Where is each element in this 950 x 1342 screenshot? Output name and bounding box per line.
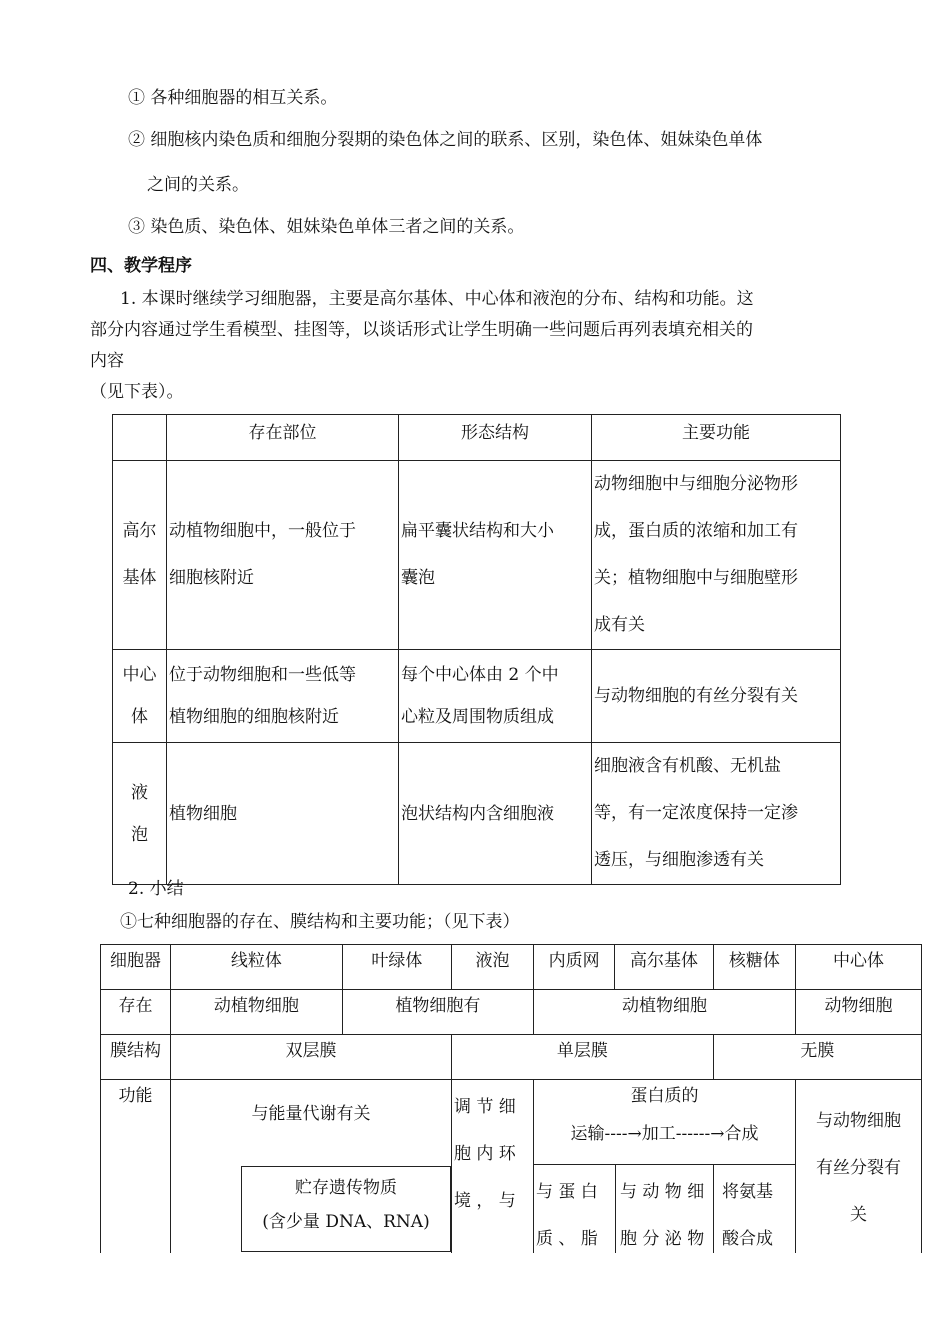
summary-header-row [101, 945, 922, 990]
row-name-cell: 中心 体 [113, 650, 167, 743]
exist-animal: 动物细胞 [796, 990, 922, 1035]
protein-title: 蛋白质的 [630, 1086, 699, 1106]
exist-mitochondria: 动植物细胞 [171, 990, 343, 1035]
row-structure-cell: 泡状结构内含细胞液 [399, 743, 592, 885]
header-golgi: 高尔基体 [615, 945, 713, 990]
header-ribosome: 核糖体 [713, 945, 795, 990]
function-golgi: 与 动 物 细 胞 分 泌 物 [615, 1165, 713, 1253]
section-paragraph-line-3: 内容 [90, 351, 124, 371]
header-cell-function: 主要功能 [592, 415, 841, 461]
function-vacuole: 调 节 细 胞 内 环 境 ， 与 [452, 1080, 534, 1254]
arrow-icon: ------→ [675, 1124, 725, 1144]
intro-item-3: ③ 染色质、染色体、姐妹染色单体三者之间的关系。 [128, 217, 525, 237]
function-genetic-box: 贮存遗传物质 (含少量 DNA、RNA) [241, 1166, 451, 1252]
exist-both: 动植物细胞 [534, 990, 796, 1035]
header-er: 内质网 [534, 945, 615, 990]
membrane-row [101, 1035, 922, 1080]
intro-item-1: ① 各种细胞器的相互关系。 [128, 88, 338, 108]
header-vacuole: 液泡 [452, 945, 534, 990]
membrane-none: 无膜 [713, 1035, 921, 1080]
row-name-cell: 液 泡 [113, 743, 167, 885]
intro-item-2-line-2: 之间的关系。 [147, 175, 249, 195]
row-structure-cell: 每个中心体由 2 个中 心粒及周围物质组成 [399, 650, 592, 743]
function-protein-flow [534, 1080, 795, 1164]
row-location-cell: 动植物细胞中，一般位于 细胞核附近 [167, 461, 399, 650]
header-centrosome: 中心体 [796, 945, 922, 990]
row-function-cell: 与动物细胞的有丝分裂有关 [592, 650, 841, 743]
function-ribosome: 将氨基 酸合成 [713, 1165, 795, 1253]
membrane-single: 单层膜 [452, 1035, 714, 1080]
table-row [113, 461, 841, 650]
header-cell-location: 存在部位 [167, 415, 399, 461]
organelle-table [112, 414, 841, 885]
row-name-cell: 高尔 基体 [113, 461, 167, 650]
function-protein-subcells [534, 1164, 795, 1253]
section-paragraph-line-4: （见下表）。 [90, 382, 184, 402]
function-row [101, 1080, 922, 1254]
header-organelle: 细胞器 [101, 945, 171, 990]
section-paragraph-line-1: 1. 本课时继续学习细胞器，主要是高尔基体、中心体和液泡的分布、结构和功能。这 [120, 289, 754, 309]
header-chloroplast: 叶绿体 [342, 945, 451, 990]
section-paragraph-line-2: 部分内容通过学生看模型、挂图等，以谈话形式让学生明确一些问题后再列表填充相关的 [90, 320, 753, 340]
table-row [113, 650, 841, 743]
row-function-cell: 动物细胞中与细胞分泌物形 成，蛋白质的浓缩和加工有 关；植物细胞中与细胞壁形 成有关 [592, 461, 841, 650]
exist-plant: 植物细胞有 [342, 990, 533, 1035]
section-heading: 四、教学程序 [90, 256, 192, 276]
function-protein-cell [534, 1080, 796, 1254]
protein-flow-line: 运输----→加工------→合成 [570, 1124, 759, 1144]
row-function-cell: 细胞液含有机酸、无机盐 等，有一定浓度保持一定渗 透压，与细胞渗透有关 [592, 743, 841, 885]
function-label: 功能 [101, 1080, 171, 1254]
table-row [113, 743, 841, 885]
function-double-membrane-cell [171, 1080, 452, 1254]
membrane-double: 双层膜 [171, 1035, 452, 1080]
row-structure-cell: 扁平囊状结构和大小 囊泡 [399, 461, 592, 650]
function-centrosome: 与动物细胞 有丝分裂有 关 [796, 1080, 922, 1254]
organelle-summary-table [100, 944, 922, 1253]
exist-row [101, 990, 922, 1035]
header-cell-empty [113, 415, 167, 461]
arrow-icon: ----→ [604, 1124, 642, 1144]
header-mitochondria: 线粒体 [171, 945, 343, 990]
function-er: 与 蛋 白 质 、 脂 [536, 1182, 598, 1249]
summary-heading: 2. 小结 [128, 879, 184, 899]
row-location-cell: 植物细胞 [167, 743, 399, 885]
membrane-label: 膜结构 [101, 1035, 171, 1080]
intro-item-2-line-1: ② 细胞核内染色质和细胞分裂期的染色体之间的联系、区别，染色体、姐妹染色单体 [128, 130, 763, 150]
exist-label: 存在 [101, 990, 171, 1035]
header-cell-structure: 形态结构 [399, 415, 592, 461]
summary-item-1: ①七种细胞器的存在、膜结构和主要功能；（见下表） [120, 912, 520, 932]
table-header-row [113, 415, 841, 461]
row-location-cell: 位于动物细胞和一些低等 植物细胞的细胞核附近 [167, 650, 399, 743]
function-energy: 与能量代谢有关 [251, 1104, 371, 1124]
